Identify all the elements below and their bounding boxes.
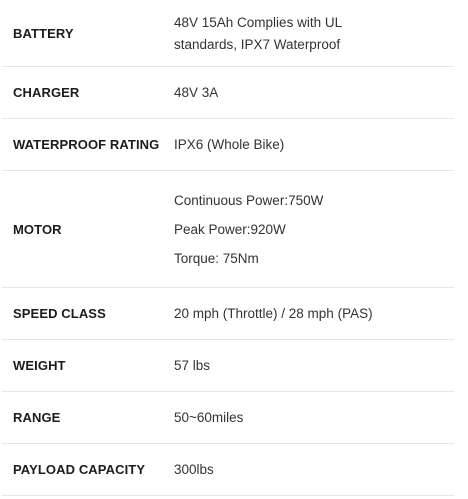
spec-row-charger (2, 67, 454, 119)
spec-label: MOTOR (13, 221, 62, 237)
spec-value-line: 57 lbs (174, 357, 211, 373)
spec-value (174, 459, 454, 481)
spec-value-line: Continuous Power:750W (174, 192, 324, 208)
spec-label: CHARGER (13, 85, 80, 100)
spec-value (174, 186, 454, 273)
spec-value-line: IPX6 (Whole Bike) (174, 136, 285, 152)
spec-value-line: standards, IPX7 Waterproof (174, 37, 341, 52)
spec-value (174, 355, 454, 377)
spec-label: WEIGHT (13, 358, 66, 373)
spec-row-battery (2, 0, 454, 67)
spec-value-line: 50~60miles (174, 409, 244, 425)
spec-value (174, 82, 454, 104)
spec-row-motor (2, 171, 454, 288)
spec-label: WATERPROOF RATING (13, 137, 160, 152)
spec-row-weight (2, 340, 454, 392)
spec-table (2, 0, 454, 496)
spec-value (174, 407, 454, 429)
spec-value-line: 20 mph (Throttle) / 28 mph (PAS) (174, 305, 373, 321)
spec-value (174, 10, 454, 56)
spec-value-line: Peak Power:920W (174, 221, 286, 237)
spec-label: SPEED CLASS (13, 306, 106, 321)
spec-row-range (2, 392, 454, 444)
spec-value-line: Torque: 75Nm (174, 250, 259, 266)
spec-value-line: 48V 15Ah Complies with UL (174, 15, 343, 30)
spec-row-speed-class (2, 288, 454, 340)
spec-label: PAYLOAD CAPACITY (13, 462, 146, 477)
spec-value-line: 48V 3A (174, 84, 219, 100)
spec-value (174, 134, 454, 156)
spec-label: BATTERY (13, 25, 74, 41)
spec-label: RANGE (13, 410, 61, 425)
spec-row-waterproof-rating (2, 119, 454, 171)
spec-value-line: 300lbs (174, 461, 214, 477)
spec-value (174, 303, 454, 325)
spec-row-payload-capacity (2, 444, 454, 496)
